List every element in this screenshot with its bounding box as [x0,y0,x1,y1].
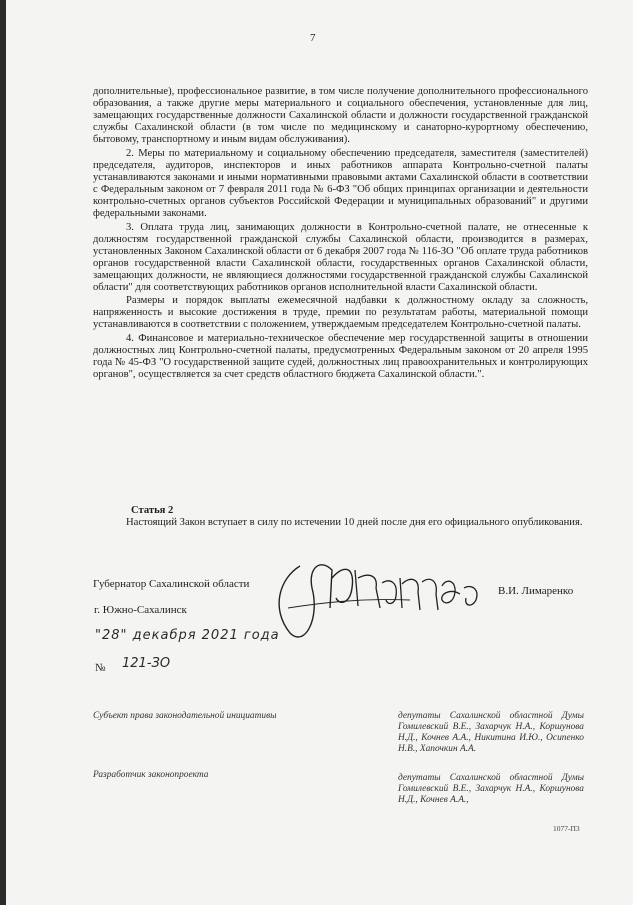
handwritten-signature [260,548,500,648]
paragraph: дополнительные), профессиональное развитие, в том числе получение дополнительного профессионального образования, а также другие меры материального и социального обеспечения, установленные для лиц, замещающих государственные должности Сахалинской области и должности государственной гражданской службы Сахалинской области (в том числе по медицинскому и санаторно-курортному обеспечению, бытовому, транспортному и иным видам обслуживания). [93,86,588,146]
signatory-name: В.И. Лимаренко [498,585,574,597]
handwritten-date: "28" декабря 2021 года [95,628,280,643]
initiative-value: депутаты Сахалинской областной Думы Гомилевский В.Е., Захарчук Н.А., Коршунова Н.Д., Кочнев А.А., Никитина И.Ю., Осипенко Н.В., Хапочкин А.А. [398,711,584,754]
paragraph: 3. Оплата труда лиц, занимающих должности в Контрольно-счетной палате, не отнесенные к должностям государственной гражданской службы Сахалинской области, производится в размерах, установленных Законом Сахалинской области от 6 декабря 2007 года № 116-ЗО "Об оплате труда работников органов государственной власти Сахалинской области, государственных органов Сахалинской области, замещающих должности, не являющиеся должностями государственной гражданской службы Сахалинской области" для соответствующих работников органов исполнительной власти Сахалинской области. [93,221,588,293]
paragraph: Размеры и порядок выплаты ежемесячной надбавки к должностному окладу за сложность, напряженность и высокие достижения в труде, премии по результатам работы, материальной помощи устанавливаются в соответствии с положением, утверждаемым председателем Контрольно-счетной палаты. [93,295,588,331]
article-heading: Статья 2 [131,505,174,516]
initiative-label: Субъект права законодательной инициативы [93,711,277,721]
footer-code: 1077-П3 [553,824,580,833]
developer-label: Разработчик законопроекта [93,770,209,780]
signing-city: г. Южно-Сахалинск [94,604,187,616]
number-label: № [95,662,106,674]
paragraph: 4. Финансовое и материально-техническое обеспечение мер государственной защиты в отношении должностных лиц Контрольно-счетной палаты, предусмотренных Федеральным законом от 20 апреля 1995 года № 45-ФЗ "О государственной защите судей, должностных лиц правоохранительных и контролирующих органов", осуществляется за счет средств областного бюджета Сахалинской области.". [93,332,588,381]
article-text: Настоящий Закон вступает в силу по истечении 10 дней после дня его официального опубликования. [126,517,583,528]
signatory-position: Губернатор Сахалинской области [93,578,250,590]
document-body [93,86,588,383]
paragraph: 2. Меры по материальному и социальному обеспечению председателя, заместителя (заместителей) председателя, аудиторов, инспекторов и иных работников аппарата Контрольно-счетной палаты устанавливаются законами и иными нормативными правовыми актами Сахалинской области в соответствии с Федеральным законом от 7 февраля 2011 года № 6-ФЗ "Об общих принципах организации и деятельности контрольно-счетных органов субъектов Российской Федерации и муниципальных образований" и другими федеральными законами. [93,147,588,219]
page-number: 7 [310,32,316,44]
binding-edge [0,0,6,905]
handwritten-number: 121-ЗО [122,656,171,671]
developer-value: депутаты Сахалинской областной Думы Гомилевский В.Е., Захарчук Н.А., Коршунова Н.Д., Кочнев А.А., [398,773,584,805]
